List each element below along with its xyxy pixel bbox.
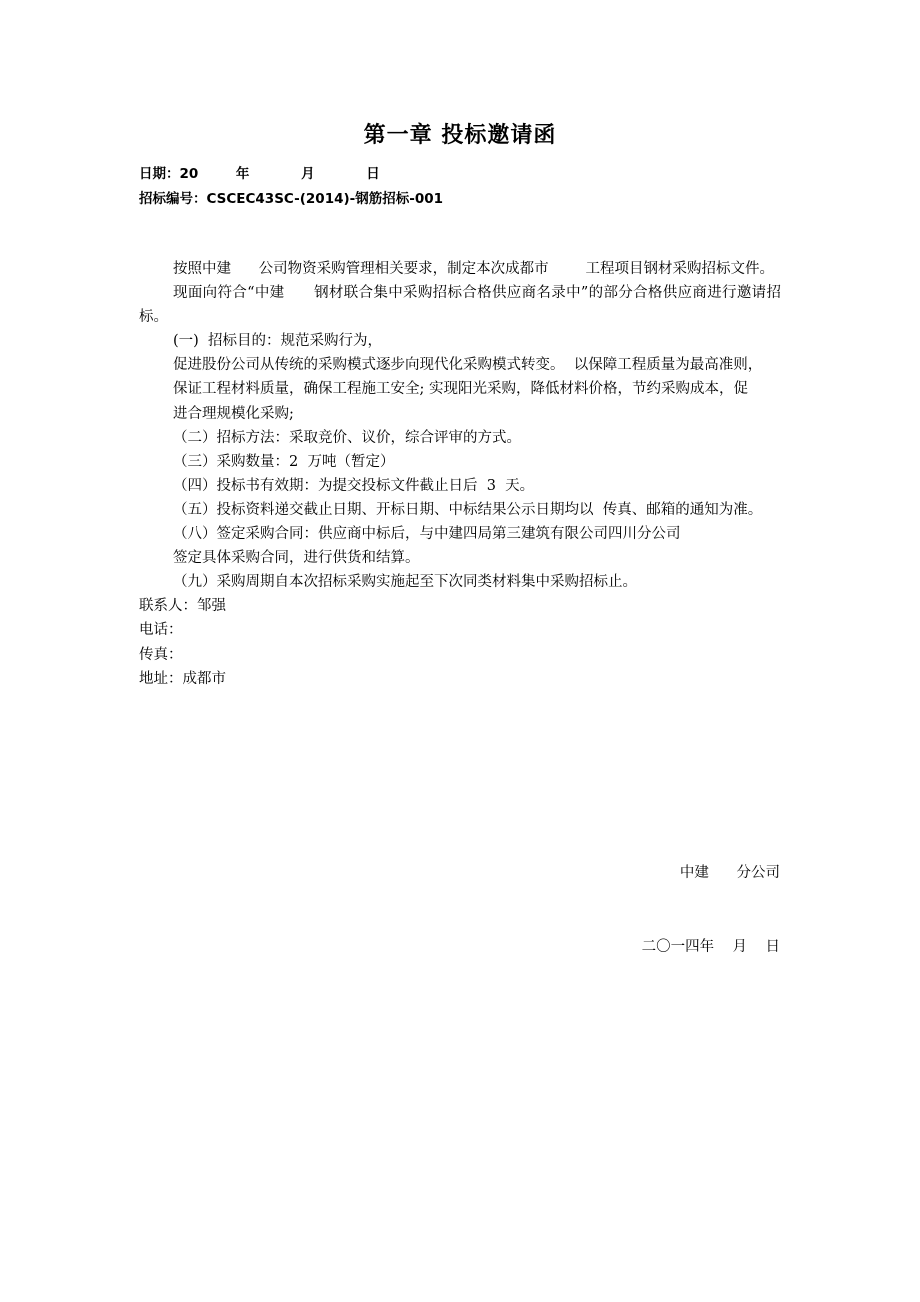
contact-address: 地址：成都市 (139, 670, 226, 687)
item-contract: （八）签定采购合同：供应商中标后，与中建四局第三建筑有限公司四川分公司 (173, 526, 681, 543)
contact-person: 联系人：邹强 (139, 598, 226, 615)
item-purpose-continued-3: 进合理规模化采购; (173, 405, 294, 422)
invitation-paragraph: 现面向符合“中建 钢材联合集中采购招标合格供应商名录中”的部分合格供应商进行邀请招标。 (139, 285, 781, 326)
signature-company: 中建 分公司 (679, 865, 780, 881)
item-purpose: (一) 招标目的：规范采购行为， (173, 333, 383, 350)
page-title: 第一章 投标邀请函 (363, 122, 557, 148)
tender-code-line: 招标编号：CSCEC43SC-(2014)-钢筋招标-001 (139, 191, 444, 207)
item-quantity: （三）采购数量：2 万吨（暂定） (173, 453, 395, 470)
item-contract-continued: 签定具体采购合同，进行供货和结算。 (173, 550, 420, 567)
contact-phone: 电话： (139, 622, 183, 639)
item-period: （九）采购周期自本次招标采购实施起至下次同类材料集中采购招标止。 (173, 574, 637, 591)
item-purpose-continued-1: 促进股份公司从传统的采购模式逐步向现代化采购模式转变。 以保障工程质量为最高准则， (173, 357, 763, 374)
item-method: （二）招标方法：采取竞价、议价，综合评审的方式。 (173, 429, 521, 446)
contact-fax: 传真： (139, 646, 183, 663)
item-purpose-continued-2: 保证工程材料质量，确保工程施工安全; 实现阳光采购，降低材料价格，节约采购成本，促 (173, 381, 748, 398)
item-deadlines: （五）投标资料递交截止日期、开标日期、中标结果公示日期均以 传真、邮箱的通知为准。 (173, 501, 763, 518)
intro-paragraph: 按照中建 公司物资采购管理相关要求，制定本次成都市 工程项目钢材采购招标文件。 (173, 261, 775, 277)
signature-block (642, 812, 780, 1008)
item-validity: （四）投标书有效期：为提交投标文件截止日后 3 天。 (173, 477, 535, 494)
letter-body (139, 257, 781, 691)
signature-date: 二〇一四年 月 日 (641, 938, 780, 955)
date-line: 日期：20 年 月 日 (139, 166, 380, 182)
